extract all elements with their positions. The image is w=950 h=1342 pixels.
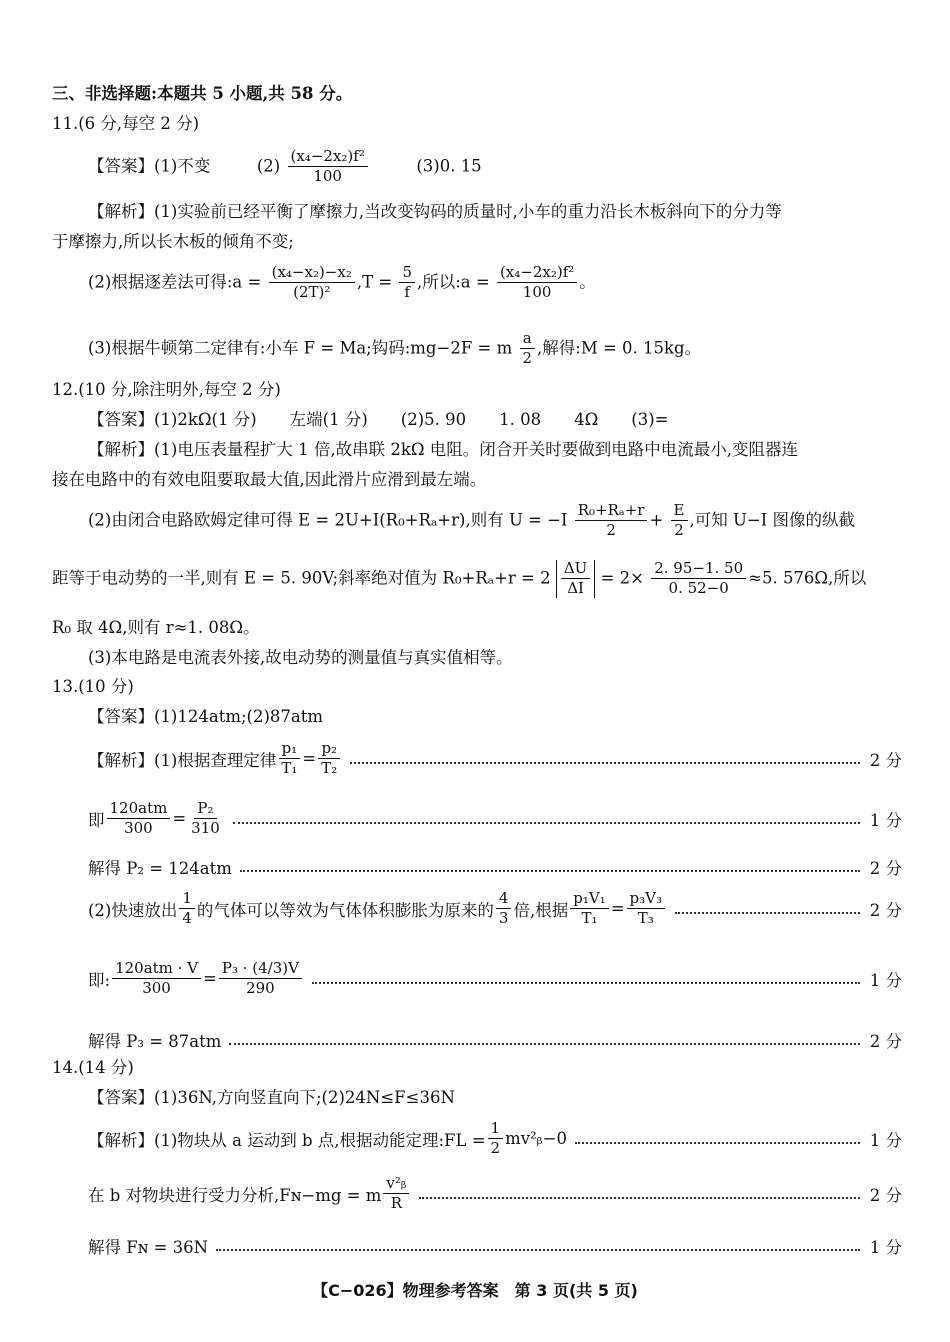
q12-explanation-3: (3)本电路是电流表外接,故电动势的测量值与真实值相等。 (88, 648, 513, 667)
q12-explanation-2a: (2)由闭合电路欧姆定律可得 E = 2U+I(R₀+Rₐ+r),则有 U = −I $\frac{\text{R₀+Rₐ+r}}{2}$ + $\frac{E}{2}$ ,可知 U−I 图像的纵截 (88, 501, 855, 540)
q14-header: 14.(14 分) (52, 1058, 134, 1077)
q11-exp2-fraction-3: $\frac{\text{(x₄−2x₂)f²}}{100}$ (497, 264, 577, 302)
q12-explanation-1b: 接在电路中的有效电阻要取最大值,因此滑片应滑到最左端。 (52, 470, 487, 489)
q11-explanation-1a: 【解析】(1)实验前已经平衡了摩擦力,当改变钩码的质量时,小车的重力沿长木板斜向下的分力等 (88, 202, 782, 221)
q11-answer-2-label: (2) (256, 156, 281, 176)
q11-exp3-fraction: $\frac{a}{2}$ (519, 330, 535, 368)
q13-step-2: 即 $\frac{\text{120atm}}{300}$ = $\frac{\text{P₂}}{310}$ 1 分 (88, 799, 902, 838)
q11-exp2-fraction-2: $\frac{5}{f}$ (399, 264, 415, 302)
q12-exp2-fraction-2: $\frac{E}{2}$ (671, 502, 688, 540)
q12-explanation-2c: R₀ 取 4Ω,则有 r≈1. 08Ω。 (52, 618, 260, 637)
q11-answer-1: 【答案】(1)不变 (88, 156, 211, 176)
q13-step-3: 解得 P₂ = 124atm 2 分 (88, 855, 902, 879)
section-heading: 三、非选择题:本题共 5 小题,共 58 分。 (52, 84, 353, 103)
q12-header: 12.(10 分,除注明外,每空 2 分) (52, 380, 281, 399)
q13-step-1: 【解析】(1)根据查理定律 $\frac{\text{p₁}}{\text{T₁}}$ = $\frac{\text{p₂}}{\text{T₂}}$ 2 分 (88, 739, 902, 778)
q14-step-3-points: 1 分 (869, 1238, 902, 1257)
q13-step-3-points: 2 分 (869, 859, 902, 878)
q13-step-1-points: 2 分 (869, 750, 902, 770)
q12-exp2-fraction-1: $\frac{\text{R₀+Rₐ+r}}{2}$ (575, 502, 648, 540)
page-footer: 【C−026】物理参考答案 第 3 页(共 5 页) (312, 1281, 638, 1300)
q14-step-1-points: 1 分 (869, 1130, 902, 1150)
q14-step-2: 在 b 对物块进行受力分析,Fɴ−mg = m $\frac{\text{v²ᵦ}}{R}$ 2 分 (88, 1174, 902, 1213)
q12-explanation-2b: 距等于电动势的一半,则有 E = 5. 90V;斜率绝对值为 R₀+Rₐ+r = 2 $\frac{\Delta U}{\Delta I}$ = 2× $\frac{2. 95-1. 50}{0. 52-0}$ ≈5. 576Ω,所以 (52, 559, 867, 598)
q11-answer (0, 148, 950, 186)
q14-step-3: 解得 Fɴ = 36N 1 分 (88, 1234, 902, 1258)
q12-explanation-1a: 【解析】(1)电压表量程扩大 1 倍,故串联 2kΩ 电阻。闭合开关时要做到电路中电流最小,变阻器连 (88, 440, 799, 459)
q13-answer: 【答案】(1)124atm;(2)87atm (88, 707, 324, 726)
q12-answer: 【答案】(1)2kΩ(1 分) 左端(1 分) (2)5. 90 1. 08 4Ω (3)= (88, 410, 669, 429)
q11-header: 11.(6 分,每空 2 分) (52, 114, 200, 133)
q12-abs-fraction: $\frac{\Delta U}{\Delta I}$ (561, 560, 590, 598)
q14-step-2-points: 2 分 (869, 1185, 902, 1205)
q11-exp2-fraction-1: $\frac{\text{(x₄−x₂)−x₂}}{\text{(2T)²}}$ (269, 264, 355, 302)
q14-step-1: 【解析】(1)物块从 a 运动到 b 点,根据动能定理:FL = $\frac{1}{2}$ mv²ᵦ−0 1 分 (88, 1119, 902, 1158)
q13-step-5: 即: $\frac{\text{120atm · V}}{300}$ = $\frac{\text{P₃ · (4/3)V}}{290}$ 1 分 (88, 959, 902, 998)
q13-step-2-points: 1 分 (869, 810, 902, 830)
q13-header: 13.(10 分) (52, 677, 134, 696)
q12-slope-fraction: $\frac{2. 95-1. 50}{0. 52-0}$ (651, 560, 746, 598)
q11-explanation-1b: 于摩擦力,所以长木板的倾角不变; (52, 232, 294, 251)
q11-answer-2-fraction: $\frac{\text{(x₄−2x₂)f²}}{100}$ (288, 148, 368, 186)
q11-explanation-3: (3)根据牛顿第二定律有:小车 F = Ma;钩码:mg−2F = m $\frac{a}{2}$ ,解得:M = 0. 15kg。 (88, 329, 702, 368)
q11-explanation-2: (2)根据逐差法可得:a = $\frac{\text{(x₄−x₂)−x₂}}{\text{(2T)²}}$ ,T = $\frac{5}{f}$ ,所以:a = $\frac{\text{(x₄−2x₂)f²}}{100}$ 。 (88, 263, 596, 302)
q13-step-5-points: 1 分 (869, 970, 902, 990)
q13-step-6: 解得 P₃ = 87atm 2 分 (88, 1028, 902, 1052)
q13-step-4-points: 2 分 (869, 900, 902, 920)
q14-answer: 【答案】(1)36N,方向竖直向下;(2)24N≤F≤36N (88, 1088, 455, 1107)
q13-step-4: (2)快速放出 $\frac{1}{4}$ 的气体可以等效为气体体积膨胀为原来的 $\frac{4}{3}$ 倍,根据 $\frac{\text{p₁V₁}}{\text{T₁}}$ = $\frac{\text{p₃V₃}}{\text{T₃}}$ 2 分 (88, 889, 902, 928)
q13-step-6-points: 2 分 (869, 1032, 902, 1051)
q11-answer-3: (3)0. 15 (416, 156, 482, 176)
